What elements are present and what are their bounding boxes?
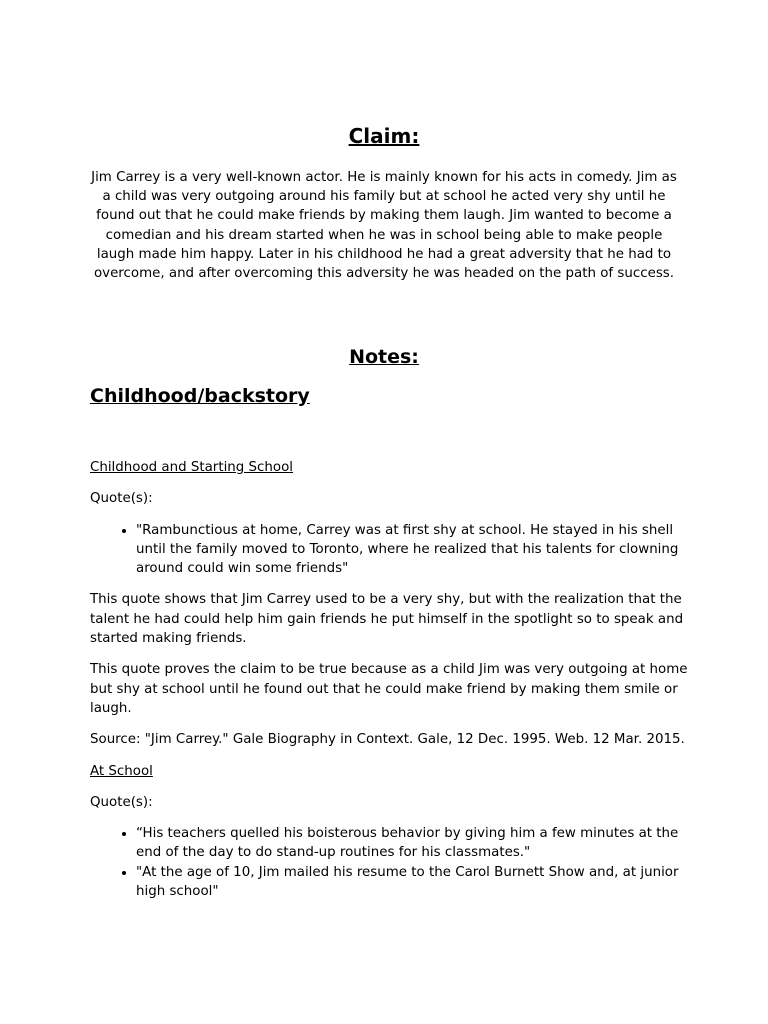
- section-heading-childhood-backstory: Childhood/backstory: [90, 385, 310, 407]
- quote-item: • "Rambunctious at home, Carrey was at first shy at school. He stayed in his shell until the family moved to Toronto, where he realized that his talents for clowning around could win some friends": [136, 521, 690, 579]
- quote-list: [90, 824, 690, 901]
- quote-item: • "At the age of 10, Jim mailed his resume to the Carol Burnett Show and, at junior high school": [136, 863, 690, 902]
- notes-body: [90, 458, 690, 913]
- quote-item: • “His teachers quelled his boisterous behavior by giving him a few minutes at the end of the day to do stand-up routines for his classmates.": [136, 824, 690, 863]
- claim-title: Claim:: [348, 124, 420, 148]
- quote-list: [90, 521, 690, 579]
- analysis-paragraph: This quote shows that Jim Carrey used to be a very shy, but with the realization that the talent he had could help him gain friends he put himself in the spotlight so to speak and started making friends.: [90, 592, 684, 647]
- quotes-label: Quote(s):: [90, 794, 153, 810]
- source-citation: Source: "Jim Carrey." Gale Biography in Context. Gale, 12 Dec. 1995. Web. 12 Mar. 2015.: [90, 732, 685, 748]
- notes-title: Notes:: [349, 346, 419, 368]
- analysis-paragraph: This quote proves the claim to be true because as a child Jim was very outgoing at home but shy at school until he found out that he could make friend by making them smile or laugh.: [90, 662, 688, 716]
- subheading-childhood-starting-school: Childhood and Starting School: [90, 460, 293, 475]
- quotes-label: Quote(s):: [90, 491, 153, 507]
- subheading-at-school: At School: [90, 763, 153, 779]
- claim-paragraph: Jim Carrey is a very well-known actor. He is mainly known for his acts in comedy. Jim as a child was very outgoing around his family but at school he acted very shy until he found out that he could make friends by making them laugh. Jim wanted to become a comedian and his dream started when he was in school being able to make people laugh made him happy. Later in his childhood he had a great adversity that he had to overcome, and after overcoming this adversity he was headed on the path of success.: [91, 170, 677, 282]
